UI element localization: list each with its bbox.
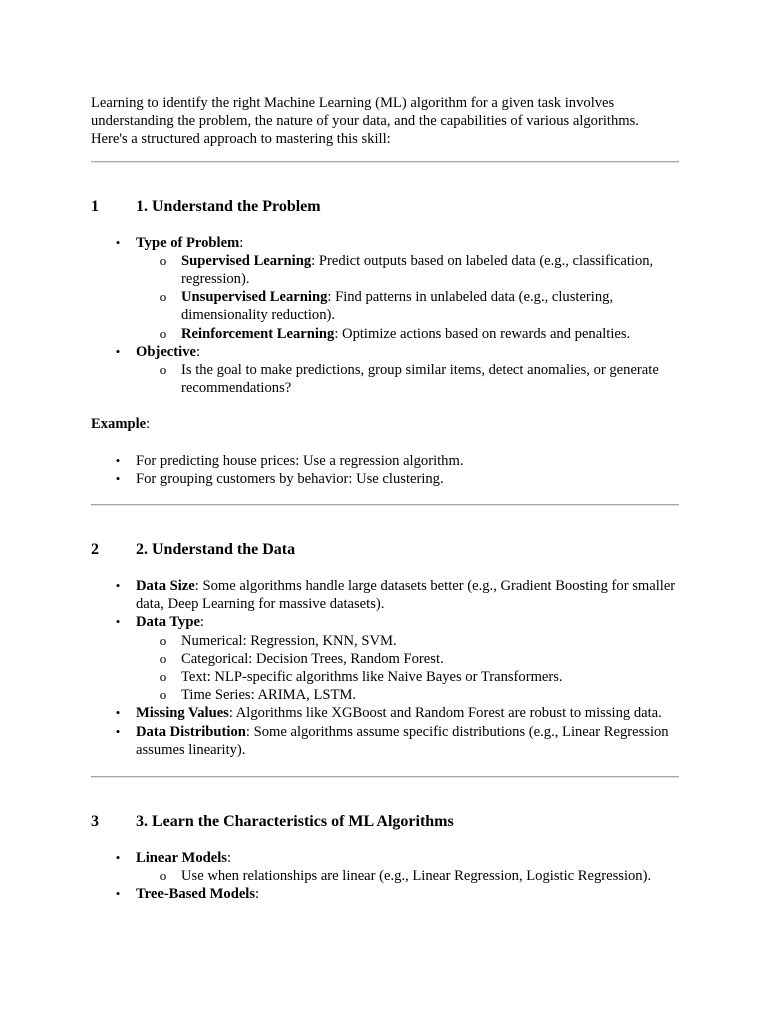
sub-item-text: Use when relationships are linear (e.g., Linear Regression, Logistic Regression). [181,868,652,885]
sub-list [136,867,679,885]
sub-bullet-icon: o [159,325,167,341]
bullet-icon: • [115,886,121,902]
divider [91,504,679,506]
section-heading [91,197,679,217]
example-colon: : [146,416,151,433]
example-text: For grouping customers by behavior: Use clustering. [136,470,444,487]
list-item [91,613,679,704]
sub-list-item [136,668,679,686]
sub-item-text: Categorical: Decision Trees, Random Forest. [181,650,444,667]
bullet-list [91,234,679,398]
section-heading [91,812,679,832]
list-item [91,470,679,488]
bullet-icon: • [115,614,121,630]
sub-list-item [136,632,679,650]
item-label: Data Distribution [136,723,246,740]
example-list [91,452,679,488]
sub-list [136,632,679,705]
bullet-icon: • [115,452,121,468]
sub-list-item [136,650,679,668]
sub-item-label: Supervised Learning [181,252,312,269]
list-item [91,577,679,613]
sub-list [136,252,679,343]
sub-list-item [136,252,679,288]
document-page [91,94,679,904]
item-text: : [195,343,201,360]
section-title: 2. Understand the Data [136,541,296,559]
section-number: 2 [91,541,99,559]
bullet-icon: • [115,234,121,250]
list-item [91,885,679,903]
sub-item-text: : Predict outputs based on labeled data (e.g., classification, regression). [181,252,654,288]
sub-bullet-icon: o [159,362,167,378]
bullet-icon: • [115,578,121,594]
bullet-list [91,849,679,904]
section-2 [91,540,679,759]
item-text: : [239,234,244,251]
bullet-icon: • [115,470,121,486]
item-text: : Some algorithms handle large datasets better (e.g., Gradient Boosting for smaller data, Deep Learning for massive datasets). [136,578,676,613]
item-label: Tree-Based Models [136,886,256,903]
section-number: 3 [91,813,99,831]
list-item [91,234,679,343]
bullet-icon: • [115,705,121,721]
sub-item-text: : Optimize actions based on rewards and penalties. [334,325,631,342]
sub-bullet-icon: o [159,687,167,703]
sub-item-text: : Find patterns in unlabeled data (e.g., clustering, dimensionality reduction). [181,289,614,324]
example-label: Example [91,416,147,433]
list-item [91,849,679,885]
example-heading [91,415,679,433]
section-3 [91,812,679,904]
item-text: : Algorithms like XGBoost and Random Forest are robust to missing data. [228,705,662,722]
intro-paragraph: Learning to identify the right Machine Learning (ML) algorithm for a given task involves understanding the problem, the nature of your data, and the capabilities of various algorithms. Here's a structured approach to mastering this skill: [91,95,639,148]
sub-item-label: Reinforcement Learning [181,325,335,342]
item-label: Objective [136,343,196,360]
sub-list [136,361,679,397]
item-label: Data Size [136,578,195,595]
sub-bullet-icon: o [159,868,167,884]
item-label: Type of Problem [136,234,240,251]
item-label: Linear Models [136,850,227,867]
list-item [91,723,679,759]
item-text: : [255,886,260,903]
section-1 [91,197,679,488]
sub-list-item [136,867,679,885]
item-label: Data Type [136,614,200,631]
sub-item-text: Is the goal to make predictions, group similar items, detect anomalies, or generate recommendations? [181,362,659,397]
section-number: 1 [91,197,99,215]
sub-list-item [136,361,679,397]
list-item [91,704,679,722]
sub-bullet-icon: o [159,669,167,685]
sub-item-text: Time Series: ARIMA, LSTM. [181,687,357,704]
item-text: : [226,850,232,867]
bullet-icon: • [115,850,121,866]
divider [91,776,679,778]
bullet-icon: • [115,343,121,359]
item-text: : [199,614,204,631]
sub-list-item [136,288,679,324]
divider [91,161,679,163]
sub-bullet-icon: o [159,289,167,305]
sub-item-text: Text: NLP-specific algorithms like Naive Bayes or Transformers. [181,669,563,686]
example-text: For predicting house prices: Use a regression algorithm. [136,452,464,469]
sub-bullet-icon: o [159,632,167,648]
section-heading [91,540,679,560]
sub-list-item [136,325,679,343]
sub-list-item [136,686,679,704]
list-item [91,452,679,470]
bullet-list [91,577,679,759]
section-title: 3. Learn the Characteristics of ML Algorithms [136,813,454,831]
bullet-icon: • [115,723,121,739]
sub-bullet-icon: o [159,252,167,268]
section-title: 1. Understand the Problem [136,197,321,215]
sub-bullet-icon: o [159,650,167,666]
sub-item-label: Unsupervised Learning [181,289,328,306]
item-label: Missing Values [136,705,229,722]
item-text: : Some algorithms assume specific distributions (e.g., Linear Regression assumes linearity). [136,723,669,758]
sub-item-text: Numerical: Regression, KNN, SVM. [181,632,397,649]
list-item [91,343,679,398]
